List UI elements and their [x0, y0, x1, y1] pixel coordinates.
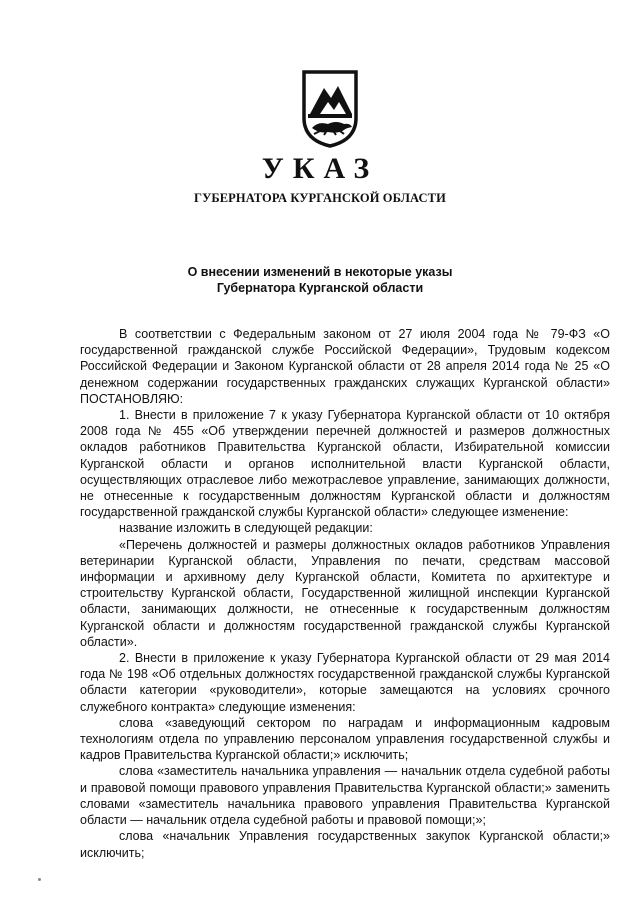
coat-of-arms-icon — [298, 68, 362, 148]
subject-line: О внесении изменений в некоторые указы — [187, 265, 453, 279]
paragraph-item-2-b: слова «заместитель начальника управления — начальник отдела судебной работы и правовой помощи правового управления Правительства Курганской области;» заменить словами «заместитель начальника правового управления Правительства Курганской области — начальник отдела судебной работы и правовой помощи;»; — [80, 764, 610, 828]
paragraph-item-1-a: название изложить в следующей редакции: — [119, 521, 373, 536]
document-subject — [0, 264, 640, 296]
paragraph-item-2-a: слова «заведующий сектором по наградам и информационным кадровым технологиям отдела по управлению персоналом управления государственной службы и кадров Правительства Курганской области;» исключить; — [80, 715, 610, 763]
document-title: УКАЗ — [261, 152, 379, 185]
subject-line: Губернатора Курганской области — [216, 281, 424, 295]
paragraph-item-1: 1. Внести в приложение 7 к указу Губернатора Курганской области от 10 октября 2008 года № 455 «Об утверждении перечней должностей и размеров должностных окладов работников Правительства Курганской области, Избирательной комиссии Курганской области и органов исполнительной власти Курганской области, осуществляющих отраслевое либо межотраслевое управление, занимающих должности, не отнесенные к государственным должностям Курганской области и должностям государственной гражданской службы Курганской области» следующее изменение: — [80, 408, 610, 520]
paragraph-item-2-c: слова «начальник Управления государственных закупок Курганской области;» исключить; — [80, 829, 610, 860]
paragraph-item-1-b: «Перечень должностей и размеры должностных окладов работников Управления ветеринарии Курганской области, Управления по печати, средствам массовой информации и архивному делу Курганской области, Комитета по архитектуре и строительству Курганской области, Государственной жилищной инспекции Курганской области, занимающих должности, не отнесенные к государственным должностям Курганской области и должностям государственной гражданской службы Курганской области». — [80, 537, 610, 649]
scan-mark — [38, 878, 41, 881]
document-body — [80, 326, 610, 861]
paragraph-item-2: 2. Внести в приложение к указу Губернатора Курганской области от 29 мая 2014 года № 198 «Об отдельных должностях государственной гражданской службы Курганской области категории «руководители», которые замещаются на условиях срочного служебного контракта» следующие изменения: — [80, 651, 610, 714]
document-issuer: ГУБЕРНАТОРА КУРГАНСКОЙ ОБЛАСТИ — [194, 191, 446, 205]
paragraph-preamble: В соответствии с Федеральным законом от 27 июля 2004 года № 79-ФЗ «О государственной гражданской службе Российской Федерации», Трудовым кодексом Российской Федерации и Законом Курганской области от 28 апреля 2014 года № 25 «О денежном содержании государственных гражданских служащих Курганской области» ПОСТАНОВЛЯЮ: — [80, 327, 610, 406]
